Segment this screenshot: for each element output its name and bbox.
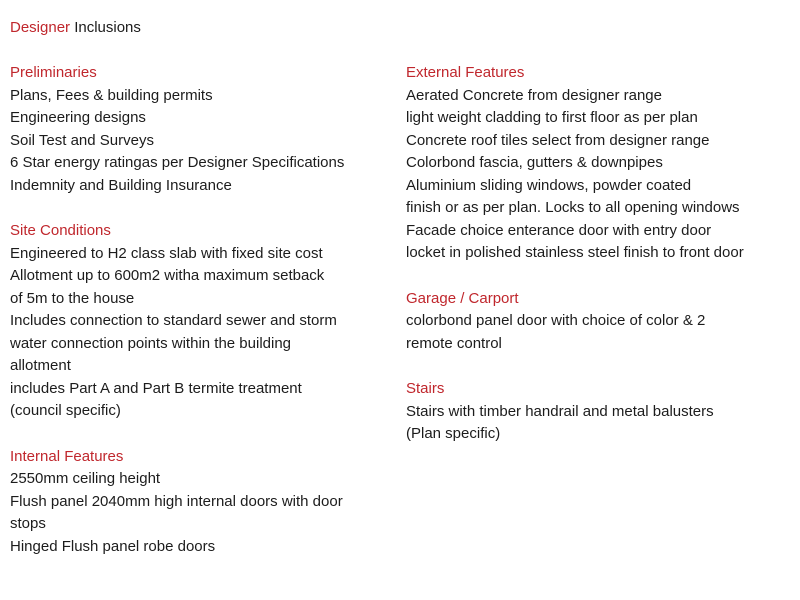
inclusion-item: Plans, Fees & building permits: [10, 86, 213, 104]
inclusion-item: Aluminium sliding windows, powder coated: [406, 176, 692, 194]
inclusion-item: allotment: [10, 357, 71, 374]
section-garage-carport: [406, 288, 796, 356]
inclusion-item: Facade choice enterance door with entry door: [406, 221, 712, 239]
inclusion-item: Engineering designs: [10, 109, 146, 126]
inclusion-item: Hinged Flush panel robe doors: [10, 537, 216, 555]
inclusion-item: includes Part A and Part B termite treatment: [10, 379, 302, 397]
left-column: [10, 62, 390, 581]
section-heading: Preliminaries: [10, 64, 97, 81]
section-heading: External Features: [406, 64, 525, 81]
inclusion-item: Colorbond fascia, gutters & downpipes: [406, 154, 663, 171]
section-external-features: [406, 62, 796, 265]
inclusion-item: Includes connection to standard sewer and storm: [10, 312, 337, 329]
right-column: [406, 62, 796, 469]
section-stairs: [406, 378, 796, 446]
section-site-conditions: [10, 220, 390, 423]
section-heading: Internal Features: [10, 447, 124, 465]
inclusion-item: locket in polished stainless steel finish to front door: [406, 244, 744, 261]
inclusion-item: Aerated Concrete from designer range: [406, 86, 662, 104]
inclusion-item: stops: [10, 515, 46, 532]
inclusion-item: Stairs with timber handrail and metal balusters: [406, 402, 714, 420]
page-title-rest: Inclusions: [70, 19, 141, 36]
inclusion-item: colorbond panel door with choice of color & 2: [406, 312, 706, 329]
inclusion-item: remote control: [406, 334, 502, 352]
inclusion-item: light weight cladding to first floor as per plan: [406, 109, 698, 126]
section-heading: Stairs: [406, 380, 445, 397]
inclusion-item: 6 Star energy ratingas per Designer Specifications: [10, 154, 345, 171]
inclusion-item: finish or as per plan. Locks to all opening windows: [406, 199, 740, 216]
inclusion-item: Engineered to H2 class slab with fixed site cost: [10, 244, 323, 262]
page-title: [10, 17, 141, 39]
inclusion-item: water connection points within the building: [10, 334, 292, 352]
inclusion-item: of 5m to the house: [10, 289, 135, 307]
inclusion-item: Allotment up to 600m2 witha maximum setback: [10, 267, 325, 284]
inclusion-item: (Plan specific): [406, 425, 501, 442]
inclusion-item: Flush panel 2040mm high internal doors with door: [10, 492, 343, 510]
inclusion-item: Concrete roof tiles select from designer range: [406, 131, 710, 149]
inclusion-item: Soil Test and Surveys: [10, 131, 154, 149]
inclusion-item: Indemnity and Building Insurance: [10, 176, 232, 194]
inclusion-item: 2550mm ceiling height: [10, 470, 161, 487]
section-heading: Garage / Carport: [406, 289, 519, 307]
inclusion-item: (council specific): [10, 402, 121, 419]
section-preliminaries: [10, 62, 390, 197]
section-heading: Site Conditions: [10, 222, 111, 239]
page-title-accent: Designer: [10, 19, 71, 36]
section-internal-features: [10, 446, 390, 559]
